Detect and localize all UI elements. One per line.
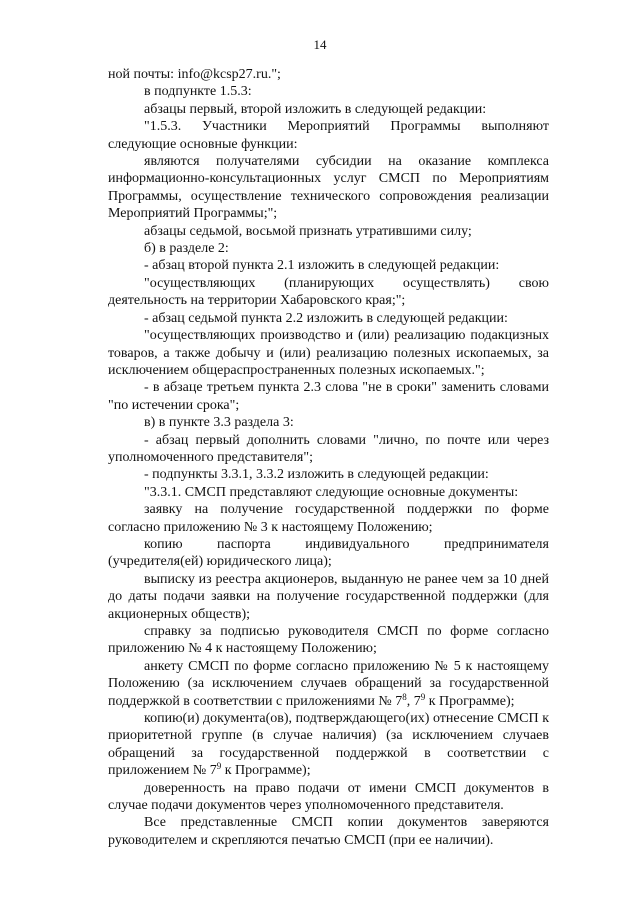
paragraph: абзацы первый, второй изложить в следующей редакции: [144, 101, 487, 117]
paragraph: выписку из реестра акционеров, выданную не ранее чем за 10 дней до даты подачи заявки на получение государственной поддержки (для акционерных обществ); [108, 571, 549, 622]
paragraph: заявку на получение государственной поддержки по форме согласно приложению № 3 к настоящему Положению; [108, 502, 549, 535]
page-number: 14 [313, 37, 327, 52]
paragraph: - в абзаце третьем пункта 2.3 слова "не в сроки" заменить словами "по истечении срока"; [108, 380, 549, 413]
paragraph: - абзац второй пункта 2.1 изложить в следующей редакции: [144, 258, 500, 274]
paragraph: Все представленные СМСП копии документов заверяются руководителем и скрепляются печатью СМСП (при ее наличии). [108, 815, 549, 848]
paragraph-with-superscripts: копию(и) документа(ов), подтверждающего(их) отнесение СМСП к приоритетной группе (в случае наличия) (за исключением случаев обращений за государственной поддержкой в соответствии с приложением № $7^9$ к Программе); [108, 711, 549, 779]
paragraph: абзацы седьмой, восьмой признать утратившими силу; [144, 223, 472, 239]
paragraph: ной почты: info@kcsp27.ru."; [108, 67, 281, 82]
superscript: 9 [216, 761, 222, 772]
document-body [108, 66, 549, 849]
paragraph: копию паспорта индивидуального предпринимателя (учредителя(ей) юридического лица); [108, 536, 549, 570]
paragraph: "осуществляющих производство и (или) реализацию подакцизных товаров, а также добычу и (или) реализацию полезных ископаемых, за исключением общераспространенных полезных ископаемых."; [108, 328, 549, 378]
paragraph: справку за подписью руководителя СМСП по форме согласно приложению № 4 к настоящему Положению; [108, 624, 549, 657]
paragraph: доверенность на право подачи от имени СМСП документов в случае подачи документов через уполномоченного представителя. [108, 780, 549, 814]
paragraph-with-superscripts: анкету СМСП по форме согласно приложению № 5 к настоящему Положению (за исключением случаев обращений за государственной поддержкой в соответствии с приложениями № $7^8$, $7^9$ к Программе); [108, 658, 549, 709]
paragraph: являются получателями субсидии на оказание комплекса информационно-консультационных услуг СМСП по Мероприятиям Программы, осуществление технического сопровождения реализации Мероприятий Программы;"; [108, 154, 549, 222]
paragraph: в) в пункте 3.3 раздела 3: [144, 415, 294, 431]
paragraph: "1.5.3. Участники Мероприятий Программы выполняют следующие основные функции: [108, 119, 549, 152]
paragraph: - абзац первый дополнить словами "лично, по почте или через уполномоченного представителя"; [108, 432, 549, 465]
paragraph: - абзац седьмой пункта 2.2 изложить в следующей редакции: [144, 310, 508, 326]
paragraph: "осуществляющих (планирующих осуществлять) свою деятельность на территории Хабаровского края;"; [108, 275, 549, 309]
paragraph: в подпункте 1.5.3: [144, 84, 252, 100]
superscript: 9 [420, 691, 426, 702]
paragraph: "3.3.1. СМСП представляют следующие основные документы: [144, 484, 519, 500]
paragraph: - подпункты 3.3.1, 3.3.2 изложить в следующей редакции: [144, 467, 489, 483]
superscript: 8 [402, 691, 407, 702]
paragraph: б) в разделе 2: [144, 241, 229, 257]
